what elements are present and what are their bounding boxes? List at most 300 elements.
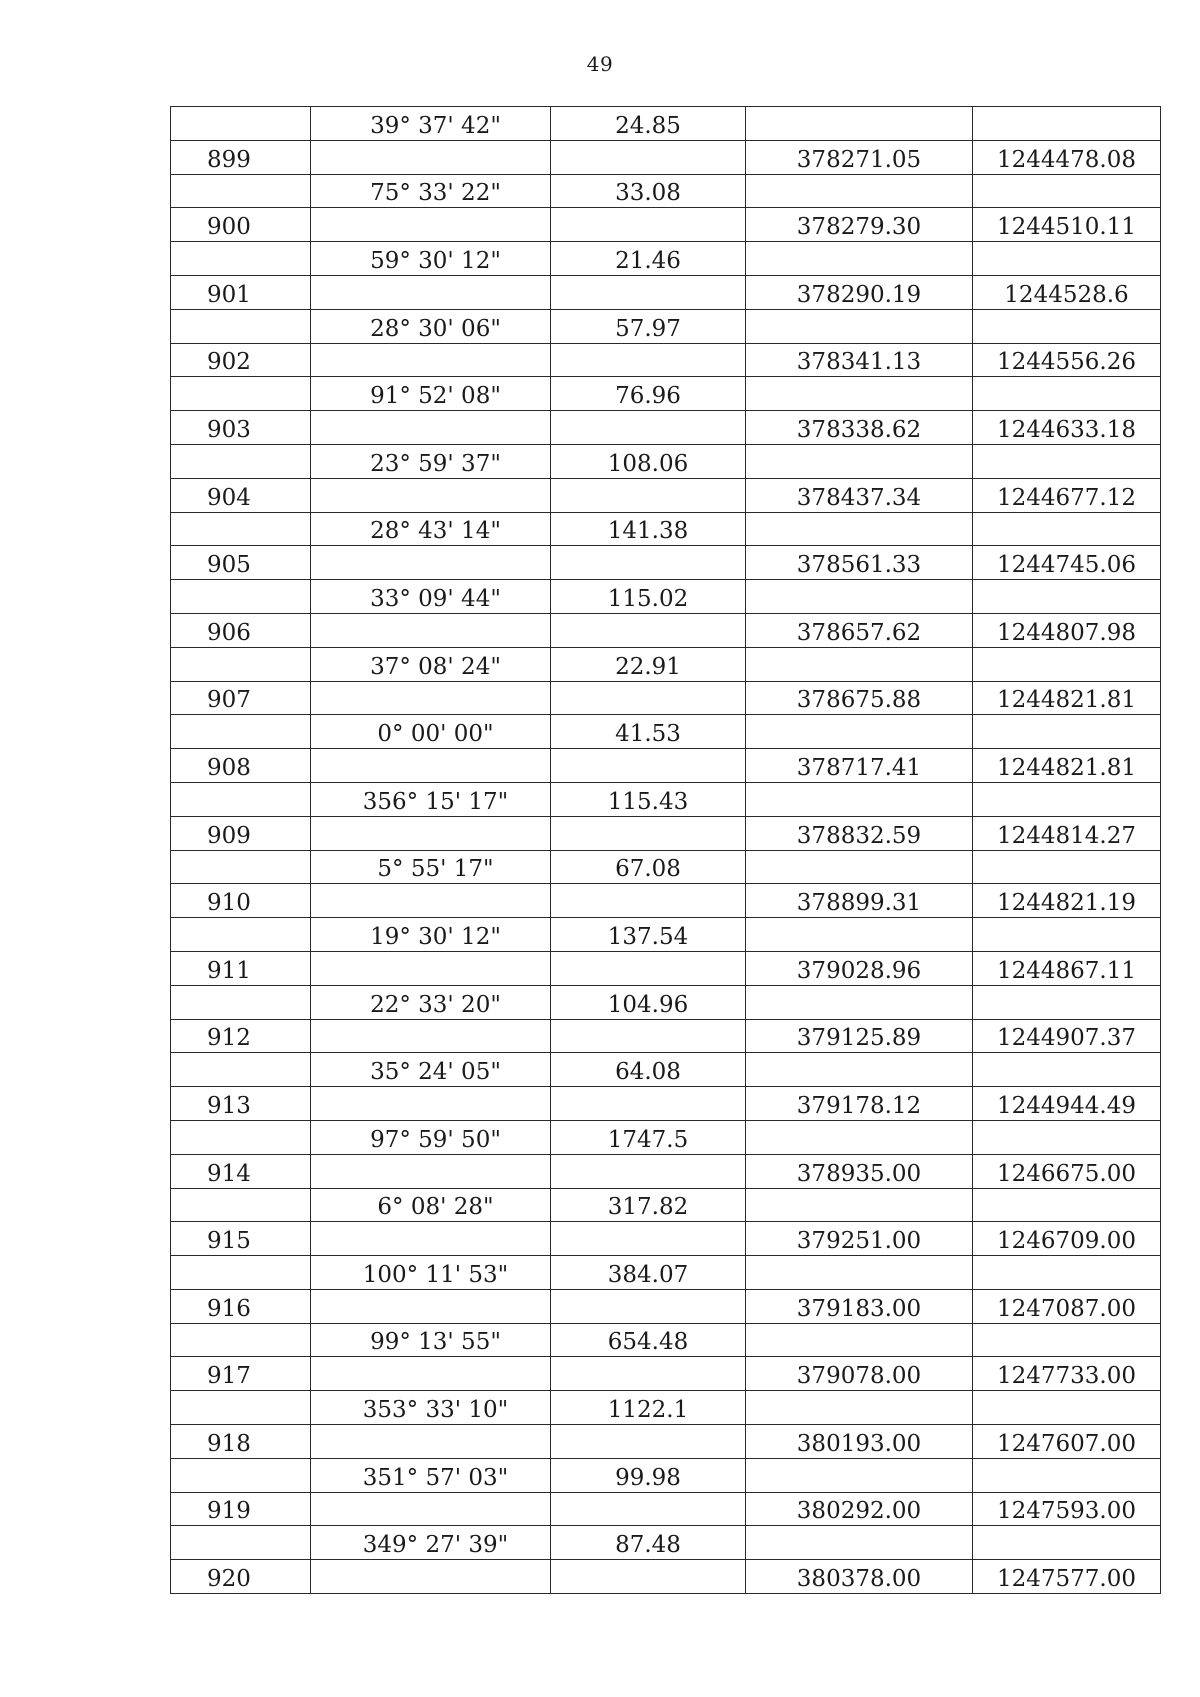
point-id-value: 910	[207, 890, 251, 917]
point-id-value: 916	[207, 1295, 251, 1322]
point-id-cell	[171, 850, 311, 884]
distance-value: 654.48	[607, 1329, 689, 1356]
bearing-cell	[311, 1458, 551, 1492]
northing-cell	[746, 1188, 973, 1222]
easting-cell	[973, 377, 1161, 411]
northing-cell	[746, 343, 973, 377]
northing-value: 380378.00	[796, 1566, 922, 1593]
distance-cell	[551, 951, 746, 985]
point-id-cell	[171, 918, 311, 952]
northing-value: 380193.00	[796, 1430, 922, 1457]
easting-value: 1244867.11	[996, 957, 1136, 984]
distance-value: 21.46	[615, 247, 681, 274]
northing-cell	[746, 580, 973, 614]
easting-cell	[973, 309, 1161, 343]
bearing-value: 59° 30' 12"	[370, 247, 501, 274]
easting-value: 1244821.19	[996, 890, 1136, 917]
northing-cell	[746, 647, 973, 681]
distance-value: 76.96	[615, 383, 681, 410]
easting-cell	[973, 1425, 1161, 1459]
traverse-leg-row	[171, 1526, 1161, 1560]
point-id-value: 913	[207, 1092, 251, 1119]
distance-cell	[551, 715, 746, 749]
point-id-value: 902	[207, 349, 251, 376]
point-id-value: 919	[207, 1498, 251, 1525]
bearing-cell	[311, 411, 551, 445]
bearing-value: 6° 08' 28"	[377, 1194, 494, 1221]
northing-cell	[746, 1425, 973, 1459]
easting-cell	[973, 884, 1161, 918]
bearing-value: 351° 57' 03"	[362, 1464, 509, 1491]
easting-cell	[973, 1526, 1161, 1560]
point-id-value: 915	[207, 1228, 251, 1255]
survey-point-row	[171, 1357, 1161, 1391]
distance-value: 1122.1	[607, 1397, 689, 1424]
northing-cell	[746, 1019, 973, 1053]
point-id-cell	[171, 884, 311, 918]
easting-cell	[973, 1357, 1161, 1391]
bearing-value: 99° 13' 55"	[370, 1329, 501, 1356]
bearing-value: 91° 52' 08"	[370, 383, 501, 410]
bearing-cell	[311, 1120, 551, 1154]
northing-value: 378271.05	[796, 146, 922, 173]
bearing-cell	[311, 107, 551, 141]
bearing-cell	[311, 850, 551, 884]
point-id-value: 907	[207, 687, 251, 714]
easting-cell	[973, 816, 1161, 850]
point-id-value: 899	[207, 146, 251, 173]
distance-cell	[551, 1087, 746, 1121]
point-id-cell	[171, 546, 311, 580]
easting-cell	[973, 1120, 1161, 1154]
northing-value: 379028.96	[796, 957, 922, 984]
bearing-cell	[311, 951, 551, 985]
distance-value: 384.07	[607, 1261, 689, 1288]
bearing-value: 37° 08' 24"	[370, 653, 501, 680]
bearing-cell	[311, 1154, 551, 1188]
point-id-value: 905	[207, 552, 251, 579]
distance-value: 64.08	[615, 1059, 681, 1086]
northing-cell	[746, 782, 973, 816]
easting-cell	[973, 749, 1161, 783]
distance-value: 104.96	[607, 991, 689, 1018]
distance-cell	[551, 613, 746, 647]
easting-cell	[973, 275, 1161, 309]
bearing-cell	[311, 512, 551, 546]
easting-value: 1247087.00	[996, 1295, 1136, 1322]
northing-value: 378561.33	[796, 552, 922, 579]
northing-cell	[746, 1458, 973, 1492]
easting-cell	[973, 1053, 1161, 1087]
easting-cell	[973, 512, 1161, 546]
point-id-value: 909	[207, 822, 251, 849]
point-id-cell	[171, 174, 311, 208]
northing-cell	[746, 1256, 973, 1290]
bearing-value: 356° 15' 17"	[362, 788, 509, 815]
bearing-cell	[311, 749, 551, 783]
survey-table	[170, 106, 1161, 1594]
northing-value: 379251.00	[796, 1228, 922, 1255]
bearing-value: 28° 30' 06"	[370, 315, 501, 342]
point-id-cell	[171, 951, 311, 985]
traverse-leg-row	[171, 782, 1161, 816]
traverse-leg-row	[171, 1323, 1161, 1357]
northing-cell	[746, 275, 973, 309]
traverse-leg-row	[171, 985, 1161, 1019]
easting-value: 1244807.98	[996, 619, 1136, 646]
point-id-cell	[171, 749, 311, 783]
easting-cell	[973, 546, 1161, 580]
northing-value: 380292.00	[796, 1498, 922, 1525]
point-id-cell	[171, 1120, 311, 1154]
traverse-leg-row	[171, 242, 1161, 276]
survey-point-row	[171, 884, 1161, 918]
point-id-value: 920	[207, 1566, 251, 1593]
survey-point-row	[171, 1087, 1161, 1121]
easting-cell	[973, 951, 1161, 985]
point-id-cell	[171, 1492, 311, 1526]
northing-cell	[746, 1357, 973, 1391]
survey-point-row	[171, 275, 1161, 309]
northing-value: 378832.59	[796, 822, 922, 849]
bearing-cell	[311, 208, 551, 242]
northing-value: 378437.34	[796, 484, 922, 511]
bearing-cell	[311, 1053, 551, 1087]
distance-cell	[551, 1458, 746, 1492]
northing-cell	[746, 1323, 973, 1357]
northing-cell	[746, 309, 973, 343]
northing-cell	[746, 546, 973, 580]
point-id-cell	[171, 140, 311, 174]
easting-cell	[973, 613, 1161, 647]
bearing-value: 97° 59' 50"	[370, 1126, 501, 1153]
northing-cell	[746, 985, 973, 1019]
easting-cell	[973, 208, 1161, 242]
northing-value: 378341.13	[796, 349, 922, 376]
easting-value: 1244814.27	[996, 822, 1136, 849]
easting-value: 1247733.00	[996, 1363, 1136, 1390]
bearing-cell	[311, 1188, 551, 1222]
bearing-cell	[311, 444, 551, 478]
bearing-cell	[311, 1222, 551, 1256]
easting-cell	[973, 1560, 1161, 1594]
northing-value: 378338.62	[796, 416, 922, 443]
point-id-cell	[171, 580, 311, 614]
bearing-cell	[311, 647, 551, 681]
distance-cell	[551, 816, 746, 850]
distance-cell	[551, 918, 746, 952]
bearing-cell	[311, 1560, 551, 1594]
easting-cell	[973, 174, 1161, 208]
northing-cell	[746, 1053, 973, 1087]
point-id-cell	[171, 1357, 311, 1391]
bearing-cell	[311, 1019, 551, 1053]
northing-value: 378935.00	[796, 1160, 922, 1187]
easting-cell	[973, 343, 1161, 377]
traverse-leg-row	[171, 918, 1161, 952]
distance-value: 41.53	[615, 721, 681, 748]
northing-value: 378290.19	[796, 281, 922, 308]
northing-cell	[746, 1120, 973, 1154]
distance-cell	[551, 275, 746, 309]
bearing-value: 28° 43' 14"	[370, 518, 501, 545]
bearing-cell	[311, 1357, 551, 1391]
point-id-cell	[171, 1256, 311, 1290]
bearing-cell	[311, 275, 551, 309]
easting-cell	[973, 985, 1161, 1019]
point-id-value: 900	[207, 214, 251, 241]
distance-cell	[551, 444, 746, 478]
bearing-value: 33° 09' 44"	[370, 585, 501, 612]
bearing-cell	[311, 1087, 551, 1121]
easting-value: 1247577.00	[996, 1566, 1136, 1593]
point-id-value: 901	[207, 281, 251, 308]
point-id-cell	[171, 715, 311, 749]
survey-point-row	[171, 1560, 1161, 1594]
easting-value: 1244556.26	[996, 349, 1136, 376]
easting-value: 1246675.00	[996, 1160, 1136, 1187]
easting-cell	[973, 850, 1161, 884]
bearing-cell	[311, 715, 551, 749]
easting-cell	[973, 715, 1161, 749]
northing-value: 379183.00	[796, 1295, 922, 1322]
survey-point-row	[171, 343, 1161, 377]
bearing-cell	[311, 174, 551, 208]
traverse-leg-row	[171, 174, 1161, 208]
northing-value: 378657.62	[796, 619, 922, 646]
easting-value: 1246709.00	[996, 1228, 1136, 1255]
easting-cell	[973, 411, 1161, 445]
northing-cell	[746, 613, 973, 647]
northing-cell	[746, 1492, 973, 1526]
distance-value: 87.48	[615, 1532, 681, 1559]
easting-cell	[973, 1289, 1161, 1323]
distance-value: 22.91	[615, 653, 681, 680]
easting-value: 1247593.00	[996, 1498, 1136, 1525]
bearing-cell	[311, 1425, 551, 1459]
northing-value: 379125.89	[796, 1025, 922, 1052]
point-id-value: 911	[207, 957, 251, 984]
survey-point-row	[171, 816, 1161, 850]
point-id-cell	[171, 343, 311, 377]
northing-cell	[746, 816, 973, 850]
point-id-value: 906	[207, 619, 251, 646]
northing-value: 379178.12	[796, 1092, 922, 1119]
easting-cell	[973, 1154, 1161, 1188]
distance-cell	[551, 1526, 746, 1560]
distance-value: 137.54	[607, 923, 689, 950]
easting-cell	[973, 1492, 1161, 1526]
point-id-cell	[171, 1188, 311, 1222]
northing-cell	[746, 749, 973, 783]
survey-point-row	[171, 681, 1161, 715]
point-id-cell	[171, 309, 311, 343]
distance-cell	[551, 377, 746, 411]
point-id-cell	[171, 1019, 311, 1053]
distance-value: 67.08	[615, 856, 681, 883]
distance-cell	[551, 343, 746, 377]
point-id-cell	[171, 242, 311, 276]
easting-cell	[973, 918, 1161, 952]
distance-cell	[551, 1560, 746, 1594]
easting-cell	[973, 647, 1161, 681]
survey-point-row	[171, 1222, 1161, 1256]
easting-cell	[973, 107, 1161, 141]
distance-cell	[551, 208, 746, 242]
point-id-cell	[171, 1053, 311, 1087]
point-id-value: 904	[207, 484, 251, 511]
traverse-leg-row	[171, 1458, 1161, 1492]
northing-cell	[746, 1222, 973, 1256]
easting-value: 1244478.08	[996, 146, 1136, 173]
distance-value: 108.06	[607, 450, 689, 477]
survey-point-row	[171, 208, 1161, 242]
distance-cell	[551, 512, 746, 546]
bearing-value: 5° 55' 17"	[377, 856, 494, 883]
survey-point-row	[171, 749, 1161, 783]
distance-cell	[551, 1425, 746, 1459]
survey-point-row	[171, 613, 1161, 647]
northing-cell	[746, 377, 973, 411]
distance-cell	[551, 174, 746, 208]
distance-cell	[551, 309, 746, 343]
northing-cell	[746, 512, 973, 546]
northing-value: 378899.31	[796, 890, 922, 917]
point-id-cell	[171, 1391, 311, 1425]
easting-cell	[973, 580, 1161, 614]
distance-value: 99.98	[615, 1464, 681, 1491]
bearing-cell	[311, 1289, 551, 1323]
distance-cell	[551, 1188, 746, 1222]
bearing-cell	[311, 613, 551, 647]
northing-cell	[746, 951, 973, 985]
bearing-cell	[311, 681, 551, 715]
distance-value: 33.08	[615, 180, 681, 207]
northing-cell	[746, 411, 973, 445]
bearing-cell	[311, 580, 551, 614]
northing-cell	[746, 174, 973, 208]
traverse-leg-row	[171, 850, 1161, 884]
bearing-value: 19° 30' 12"	[370, 923, 501, 950]
northing-cell	[746, 242, 973, 276]
easting-cell	[973, 242, 1161, 276]
distance-cell	[551, 1323, 746, 1357]
bearing-cell	[311, 140, 551, 174]
point-id-value: 908	[207, 754, 251, 781]
bearing-value: 23° 59' 37"	[370, 450, 501, 477]
distance-cell	[551, 1222, 746, 1256]
easting-cell	[973, 1188, 1161, 1222]
point-id-cell	[171, 1425, 311, 1459]
survey-point-row	[171, 1289, 1161, 1323]
distance-cell	[551, 1019, 746, 1053]
bearing-cell	[311, 816, 551, 850]
traverse-leg-row	[171, 647, 1161, 681]
northing-cell	[746, 850, 973, 884]
northing-cell	[746, 1391, 973, 1425]
point-id-cell	[171, 816, 311, 850]
traverse-leg-row	[171, 715, 1161, 749]
traverse-leg-row	[171, 1391, 1161, 1425]
survey-point-row	[171, 951, 1161, 985]
northing-cell	[746, 478, 973, 512]
easting-value: 1244745.06	[996, 552, 1136, 579]
traverse-leg-row	[171, 1120, 1161, 1154]
point-id-cell	[171, 1458, 311, 1492]
easting-cell	[973, 1087, 1161, 1121]
point-id-cell	[171, 613, 311, 647]
easting-value: 1244633.18	[996, 416, 1136, 443]
traverse-leg-row	[171, 1188, 1161, 1222]
bearing-cell	[311, 1256, 551, 1290]
bearing-value: 100° 11' 53"	[362, 1261, 509, 1288]
easting-value: 1244677.12	[996, 484, 1136, 511]
bearing-cell	[311, 309, 551, 343]
distance-cell	[551, 1492, 746, 1526]
point-id-cell	[171, 275, 311, 309]
distance-cell	[551, 580, 746, 614]
distance-cell	[551, 1391, 746, 1425]
survey-point-row	[171, 411, 1161, 445]
northing-cell	[746, 1289, 973, 1323]
bearing-cell	[311, 1526, 551, 1560]
easting-cell	[973, 1256, 1161, 1290]
easting-cell	[973, 782, 1161, 816]
northing-cell	[746, 884, 973, 918]
distance-cell	[551, 782, 746, 816]
distance-value: 1747.5	[607, 1126, 689, 1153]
point-id-cell	[171, 512, 311, 546]
bearing-cell	[311, 1391, 551, 1425]
survey-point-row	[171, 1019, 1161, 1053]
point-id-cell	[171, 1154, 311, 1188]
easting-value: 1244907.37	[996, 1025, 1136, 1052]
point-id-cell	[171, 107, 311, 141]
point-id-cell	[171, 1222, 311, 1256]
point-id-cell	[171, 647, 311, 681]
northing-value: 379078.00	[796, 1363, 922, 1390]
distance-cell	[551, 1289, 746, 1323]
point-id-cell	[171, 985, 311, 1019]
bearing-value: 349° 27' 39"	[362, 1532, 509, 1559]
point-id-value: 914	[207, 1160, 251, 1187]
bearing-cell	[311, 884, 551, 918]
easting-cell	[973, 681, 1161, 715]
traverse-leg-row	[171, 512, 1161, 546]
point-id-cell	[171, 1289, 311, 1323]
northing-cell	[746, 1087, 973, 1121]
survey-point-row	[171, 1492, 1161, 1526]
northing-cell	[746, 715, 973, 749]
point-id-value: 917	[207, 1363, 251, 1390]
easting-cell	[973, 1222, 1161, 1256]
easting-cell	[973, 1019, 1161, 1053]
point-id-value: 918	[207, 1430, 251, 1457]
distance-cell	[551, 749, 746, 783]
northing-cell	[746, 107, 973, 141]
point-id-cell	[171, 681, 311, 715]
bearing-cell	[311, 1323, 551, 1357]
northing-cell	[746, 1560, 973, 1594]
distance-cell	[551, 1357, 746, 1391]
northing-cell	[746, 918, 973, 952]
bearing-cell	[311, 985, 551, 1019]
survey-point-row	[171, 140, 1161, 174]
point-id-cell	[171, 782, 311, 816]
distance-value: 115.02	[607, 585, 689, 612]
distance-value: 141.38	[607, 518, 689, 545]
point-id-cell	[171, 1087, 311, 1121]
